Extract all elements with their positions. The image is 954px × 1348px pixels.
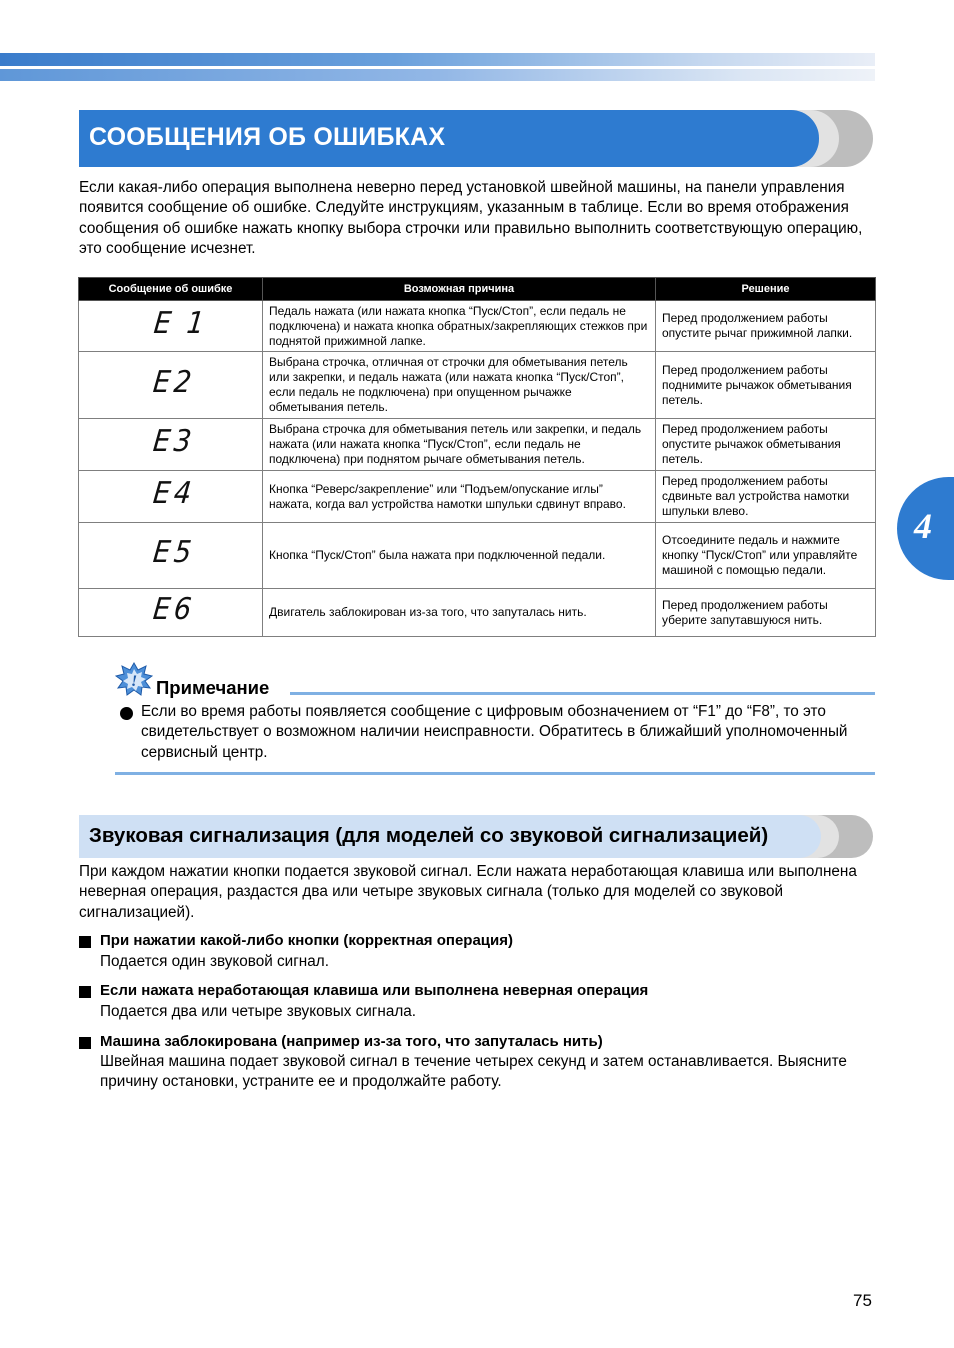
bullet-icon (120, 707, 133, 720)
table-header-row (79, 278, 876, 301)
cause-cell: Двигатель заблокирован из-за того, что запуталась нить. (263, 589, 656, 637)
error-table (78, 277, 876, 637)
column-header: Возможная причина (263, 278, 656, 301)
sound-item-heading: Если нажата неработающая клавиша или выполнена неверная операция (100, 982, 649, 999)
section-banner-errors (79, 110, 873, 167)
table-row (79, 301, 876, 352)
error-code-display: E5 (151, 535, 197, 570)
note-bottom-divider (115, 772, 875, 775)
note-icon (115, 662, 153, 696)
table-row (79, 471, 876, 523)
page-number: 75 (853, 1291, 872, 1310)
cause-cell: Кнопка “Реверс/закрепление” или “Подъем/опускание иглы” нажата, когда вал устройства намотки шпульки сдвинут вправо. (263, 471, 656, 523)
table-row (79, 523, 876, 589)
cause-cell: Выбрана строчка для обметывания петель или закрепки, и педаль нажата (или нажата кнопка “Пуск/Стоп”, если педаль не подключена) при поднятом рычаге обметывания петель. (263, 419, 656, 471)
error-code-display: E3 (151, 424, 197, 459)
header-stripe-bottom (0, 69, 875, 81)
section-banner-sound (79, 815, 873, 858)
square-bullet-icon (79, 1037, 91, 1049)
solution-cell: Перед продолжением работы уберите запутавшуюся нить. (656, 589, 876, 637)
square-bullet-icon (79, 986, 91, 998)
section-title-errors: СООБЩЕНИЯ ОБ ОШИБКАХ (89, 123, 446, 151)
column-header: Сообщение об ошибке (79, 278, 263, 301)
error-code-display: E2 (151, 364, 197, 400)
solution-cell: Перед продолжением работы сдвиньте вал устройства намотки шпульки влево. (656, 471, 876, 523)
solution-cell: Перед продолжением работы опустите рычаг прижимной лапки. (656, 301, 876, 352)
column-header: Решение (656, 278, 876, 301)
square-bullet-icon (79, 936, 91, 948)
note-divider (290, 692, 875, 695)
sound-item-heading: При нажатии какой-либо кнопки (корректная операция) (100, 932, 513, 949)
sound-item-text: Подается два или четыре звуковых сигнала. (100, 1003, 417, 1020)
solution-cell: Перед продолжением работы поднимите рычажок обметывания петель. (656, 352, 876, 419)
solution-cell: Отсоедините педаль и нажмите кнопку “Пуск/Стоп” или управляйте машиной с помощью педали. (656, 523, 876, 589)
header-stripe-top (0, 53, 875, 66)
errors-intro-text: Если какая-либо операция выполнена неверно перед установкой швейной машины, на панели управления появится сообщение об ошибке. Следуйте инструкциям, указанным в таблице. Если во время отображения сообщения об ошибке нажать кнопку выбора строчки или правильно выполнить соответствующую операцию, это сообщение исчезнет. (79, 179, 863, 257)
table-row (79, 589, 876, 637)
note-text: Если во время работы появляется сообщение с цифровым обозначением от “F1” до “F8”, то это свидетельствует о возможном наличии неисправности. Обратитесь в ближайший уполномоченный сервисный центр. (141, 703, 848, 761)
table-row (79, 352, 876, 419)
error-code-display: E 1 (152, 305, 210, 341)
sound-item-heading: Машина заблокирована (например из-за того, что запуталась нить) (100, 1033, 603, 1050)
chapter-number: 4 (914, 506, 932, 546)
sound-intro-text: При каждом нажатии кнопки подается звуковой сигнал. Если нажата неработающая клавиша или выполнена неверная операция, раздастся два или четыре звуковых сигнала (только для моделей со звуковой сигнализацией). (79, 863, 857, 921)
cause-cell: Выбрана строчка, отличная от строчки для обметывания петель или закрепки, и педаль нажата (или нажата кнопка “Пуск/Стоп”, если педаль не подключена) при опущенном рычажке обметывания петель. (263, 352, 656, 419)
sound-item-text: Швейная машина подает звуковой сигнал в течение четырех секунд и затем останавливается. Выясните причину остановки, устраните ее и продолжайте работу. (100, 1053, 847, 1091)
cause-cell: Кнопка “Пуск/Стоп” была нажата при подключенной педали. (263, 523, 656, 589)
error-code-display: E6 (151, 592, 197, 627)
error-code-display: E4 (151, 476, 197, 511)
solution-cell: Перед продолжением работы опустите рычажок обметывания петель. (656, 419, 876, 471)
section-title-sound: Звуковая сигнализация (для моделей со звуковой сигнализацией) (89, 824, 769, 847)
note-title: Примечание (156, 677, 270, 698)
svg-text:!: ! (131, 673, 138, 690)
table-row (79, 419, 876, 471)
cause-cell: Педаль нажата (или нажата кнопка “Пуск/Стоп”, если педаль не подключена) и нажата кнопка обратных/закрепляющих стежков при поднятой прижимной лапке. (263, 301, 656, 352)
sound-item-text: Подается один звуковой сигнал. (100, 953, 329, 970)
